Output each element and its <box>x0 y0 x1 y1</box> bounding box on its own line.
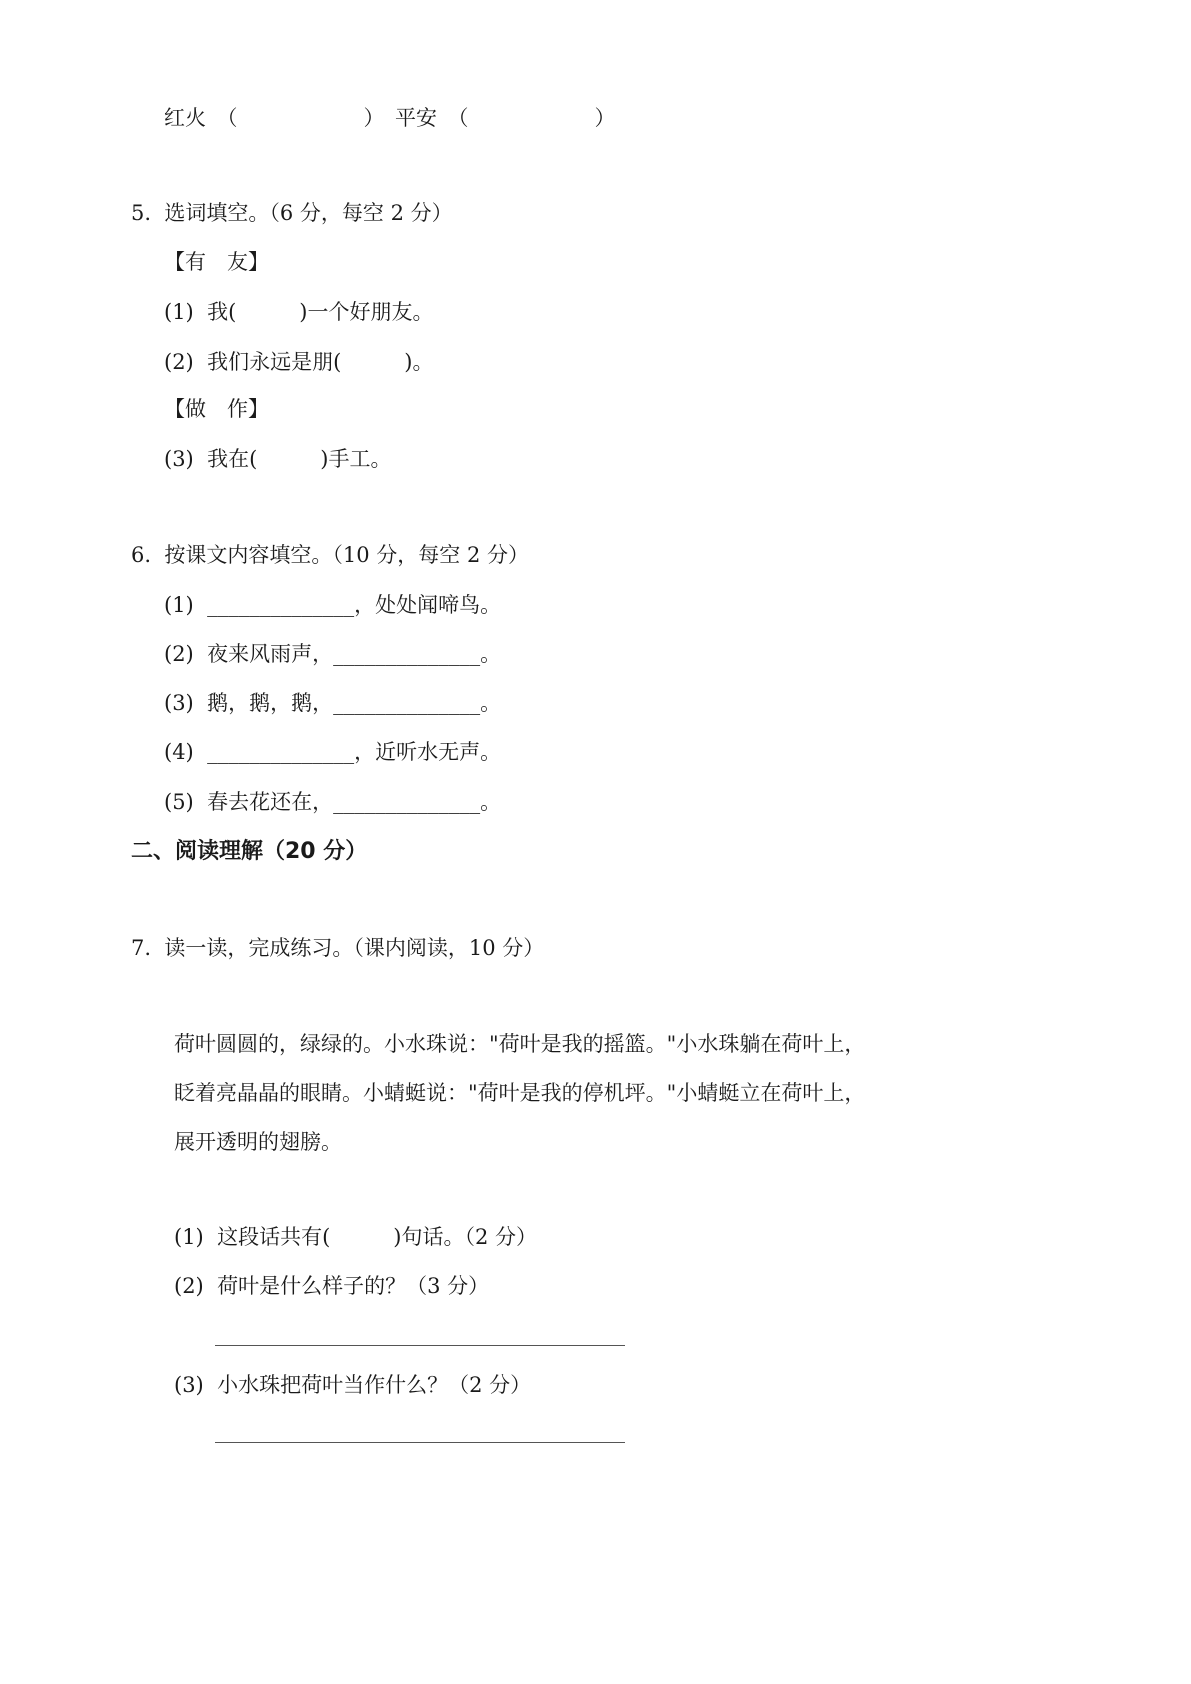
section-2-heading: 二、阅读理解（20 分） <box>131 839 368 864</box>
q4-tail-line: 红火 （ ） 平安 （ ） <box>164 106 616 130</box>
q6-item-3: (3) 鹅，鹅，鹅，______________。 <box>164 691 502 715</box>
q6-item-2: (2) 夜来风雨声，______________。 <box>164 642 502 666</box>
q7-sub-3: (3) 小水珠把荷叶当作什么？（2 分） <box>174 1373 532 1397</box>
q7-passage-line-1: 荷叶圆圆的，绿绿的。小水珠说："荷叶是我的摇篮。"小水珠躺在荷叶上， <box>174 1032 866 1056</box>
q7-passage-line-2: 眨着亮晶晶的眼睛。小蜻蜓说："荷叶是我的停机坪。"小蜻蜓立在荷叶上， <box>174 1081 866 1105</box>
q7-passage-line-3: 展开透明的翅膀。 <box>174 1130 342 1154</box>
q7-sub-2: (2) 荷叶是什么样子的？（3 分） <box>174 1274 490 1298</box>
q5-word-group-2: 【做 作】 <box>164 397 269 421</box>
q6-item-1: (1) ______________，处处闻啼鸟。 <box>164 593 502 617</box>
q5-item-2: (2) 我们永远是朋( )。 <box>164 350 434 374</box>
q5-item-3: (3) 我在( )手工。 <box>164 447 392 471</box>
q6-item-4: (4) ______________，近听水无声。 <box>164 740 502 764</box>
q6-item-5: (5) 春去花还在，______________。 <box>164 790 502 814</box>
q6-title: 6. 按课文内容填空。（10 分，每空 2 分） <box>131 543 529 567</box>
q5-title: 5. 选词填空。（6 分，每空 2 分） <box>131 201 453 225</box>
q7-title: 7. 读一读，完成练习。（课内阅读，10 分） <box>131 936 545 960</box>
answer-line-sub-3[interactable] <box>215 1442 625 1443</box>
answer-line-sub-2[interactable] <box>215 1345 625 1346</box>
q5-word-group-1: 【有 友】 <box>164 250 269 274</box>
q7-sub-1: (1) 这段话共有( )句话。（2 分） <box>174 1225 538 1249</box>
q5-item-1: (1) 我( )一个好朋友。 <box>164 300 434 324</box>
